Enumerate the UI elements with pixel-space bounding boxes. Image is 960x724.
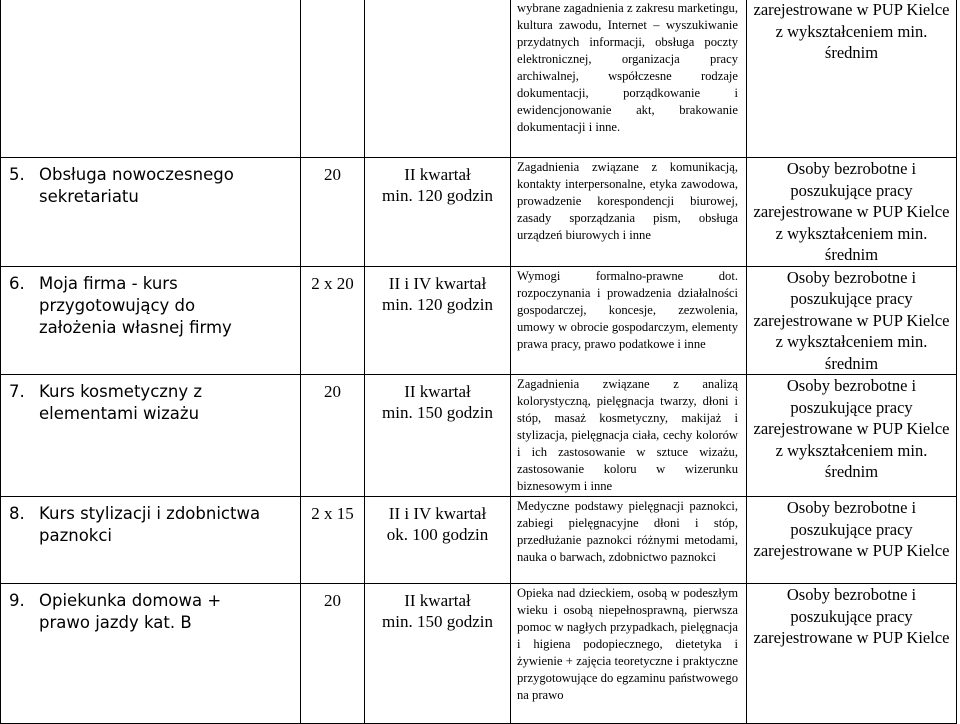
program-description: Wymogi formalno-prawne dot. rozpoczynania i prowadzenia działalności gospodarczej, koncesje, zezwolenia, umowy w obrocie gospodarczym, elementy prawa pracy, prawo podatkowe i inne (511, 266, 747, 375)
participants-count: 2 x 20 (301, 266, 365, 375)
program-description: Zagadnienia związane z analizą kolorystyczną, pielęgnacja twarzy, dłoni i stóp, masaż kosmetyczny, makijaż i stylizacja, pielęgnacja ciała, cechy kolorów i ich zastosowanie w sztuce wizażu, zastosowanie koloru w wizerunku biznesowym i inne (511, 375, 747, 497)
term-cell (365, 266, 511, 375)
course-name: Moja firma - kurs przygotowujący do założenia własnej firmy (39, 273, 232, 337)
course-number: 7. (9, 382, 25, 401)
course-name: Opiekunka domowa + prawo jazdy kat. B (39, 591, 222, 632)
table-row (1, 0, 957, 158)
term-cell (365, 375, 511, 497)
course-number: 6. (9, 273, 25, 293)
course-name: Obsługa nowoczesnego sekretariatu (39, 165, 234, 206)
course-name: Kurs kosmetyczny z elementami wizażu (39, 382, 203, 423)
term-hours: ok. 100 godzin (386, 525, 489, 544)
term-cell (365, 158, 511, 267)
participants-count: 2 x 15 (301, 497, 365, 584)
table-row (1, 584, 957, 724)
program-description: Medyczne podstawy pielęgnacji paznokci, zabiegi pielęgnacyjne dłoni i stóp, przedłużanie paznokci różnymi metodami, nauka o barwach, zdobnictwo paznokci (511, 497, 747, 584)
course-name-cell (1, 584, 301, 724)
term-hours: min. 120 godzin (382, 186, 493, 205)
course-name-cell (1, 375, 301, 497)
target-group: Osoby bezrobotne i poszukujące pracy zarejestrowane w PUP Kielce (747, 497, 957, 584)
course-name-cell (1, 0, 301, 158)
term-hours: min. 120 godzin (382, 294, 493, 314)
table-row (1, 266, 957, 375)
participants-count (301, 0, 365, 158)
target-group: zarejestrowane w PUP Kielce z wykształceniem min. średnim (747, 0, 957, 158)
course-number: 8. (9, 504, 25, 523)
table-row (1, 375, 957, 497)
course-name: Kurs stylizacji i zdobnictwa paznokci (39, 504, 261, 545)
course-name-cell (1, 266, 301, 375)
term-quarter: II kwartał (404, 165, 471, 184)
participants-count: 20 (301, 158, 365, 267)
target-group: Osoby bezrobotne i poszukujące pracy zarejestrowane w PUP Kielce z wykształceniem min. średnim (747, 158, 957, 267)
course-name-cell (1, 497, 301, 584)
term-quarter: II kwartał (404, 382, 471, 401)
term-hours: min. 150 godzin (382, 612, 493, 631)
course-name-cell (1, 158, 301, 267)
course-number: 9. (9, 591, 25, 610)
participants-count: 20 (301, 584, 365, 724)
target-group: Osoby bezrobotne i poszukujące pracy zarejestrowane w PUP Kielce (747, 584, 957, 724)
target-group: Osoby bezrobotne i poszukujące pracy zarejestrowane w PUP Kielce z wykształceniem min. średnim (747, 375, 957, 497)
term-quarter: II i IV kwartał (388, 273, 487, 293)
term-cell (365, 497, 511, 584)
target-group: Osoby bezrobotne i poszukujące pracy zarejestrowane w PUP Kielce z wykształceniem min. średnim (747, 266, 957, 375)
program-description: Opieka nad dzieckiem, osobą w podeszłym wieku i osobą niepełnosprawną, pierwsza pomoc w nagłych przypadkach, pielęgnacja i higiena podopiecznego, dietetyka i żywienie + zajęcia teoretyczne i praktyczne przygotowujące do egzaminu państwowego na prawo (511, 584, 747, 724)
table-row (1, 158, 957, 267)
term-hours: min. 150 godzin (382, 403, 493, 422)
program-description: Zagadnienia związane z komunikacją, kontakty interpersonalne, etyka zawodowa, prowadzenie korespondencji biurowej, zasady sporządzania pism, obsługa urządzeń biurowych i inne (511, 158, 747, 267)
term-quarter: II i IV kwartał (388, 504, 487, 523)
term-cell (365, 584, 511, 724)
term-quarter: II kwartał (404, 591, 471, 610)
participants-count: 20 (301, 375, 365, 497)
program-description: wybrane zagadnienia z zakresu marketingu, kultura zawodu, Internet – wyszukiwanie przydatnych informacji, obsługa poczty elektronicznej, organizacja pracy archiwalnej, współczesne rodzaje dokumentacji, porządkowanie i ewidencjonowanie akt, brakowanie dokumentacji i inne. (511, 0, 747, 158)
course-number: 5. (9, 165, 25, 184)
table-row (1, 497, 957, 584)
term-cell (365, 0, 511, 158)
